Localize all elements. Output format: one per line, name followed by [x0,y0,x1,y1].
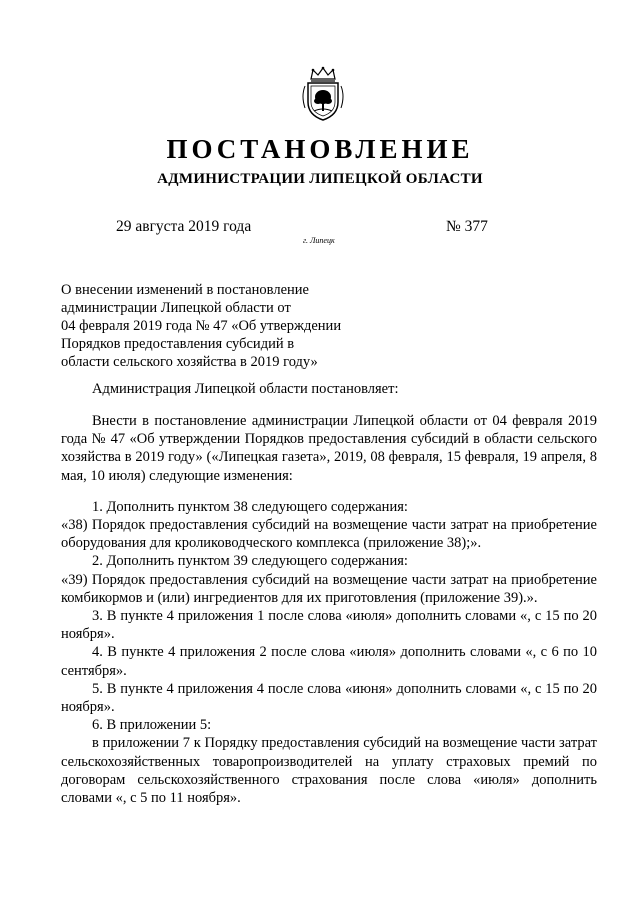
document-body [61,412,597,807]
issuing-authority: АДМИНИСТРАЦИИ ЛИПЕЦКОЙ ОБЛАСТИ [157,171,483,187]
amendment-item: 1. Дополнить пунктом 38 следующего содержания: [92,498,408,515]
document-date: 29 августа 2019 года [116,218,252,235]
subject-line: О внесении изменений в постановление [61,282,309,298]
subject-line: Порядков предоставления субсидий в [61,336,295,352]
preamble-paragraph: Внести в постановление администрации Липецкой области от 04 февраля 2019 года № 47 «Об утверждении Порядков предоставления субсидий в области сельского хозяйства в 2019 году» («Липецкая газета», 2019, 08 февраля, 15 февраля, 19 апреля, 8 мая, 10 июля) следующие изменения: [61,413,597,484]
amendment-item: 5. В пункте 4 приложения 4 после слова «июня» дополнить словами «, с 15 по 20 ноября». [61,680,597,716]
amendment-text: «39) Порядок предоставления субсидий на возмещение части затрат на приобретение комбикормов и (или) ингредиентов для их приготовления (приложение 39).». [61,571,597,606]
amendment-item: 4. В пункте 4 приложения 2 после слова «июля» дополнить словами «, с 6 по 10 сентября». [61,644,597,679]
coat-of-arms-icon [299,66,347,122]
resolution-statement: Администрация Липецкой области постановляет: [92,381,399,397]
amendment-item: 3. В пункте 4 приложения 1 после слова «июля» дополнить словами «, с 15 по 20 ноября». [61,608,597,643]
document-number: № 377 [446,218,488,235]
document-city: г. Липецк [303,236,335,245]
amendment-item: 6. В приложении 5: [92,717,212,734]
amendment-text: «38) Порядок предоставления субсидий на возмещение части затрат на приобретение оборудования для кролиководческого комплекса (приложение 38);». [61,517,597,552]
amendment-text: в приложении 7 к Порядку предоставления субсидий на возмещение части затрат сельскохозяйственных товаропроизводителей на уплату страховых премий по договорам сельскохозяйственного страхования после слова «июля» дополнить словами «, с 5 по 11 ноября». [61,735,597,807]
document-subject [61,281,381,371]
document-title: ПОСТАНОВЛЕНИЕ [166,134,474,164]
subject-line: области сельского хозяйства в 2019 году» [61,354,318,370]
amendment-item: 2. Дополнить пунктом 39 следующего содержания: [92,553,408,570]
subject-line: администрации Липецкой области от [61,300,291,316]
subject-line: 04 февраля 2019 года № 47 «Об утверждении [61,318,342,334]
